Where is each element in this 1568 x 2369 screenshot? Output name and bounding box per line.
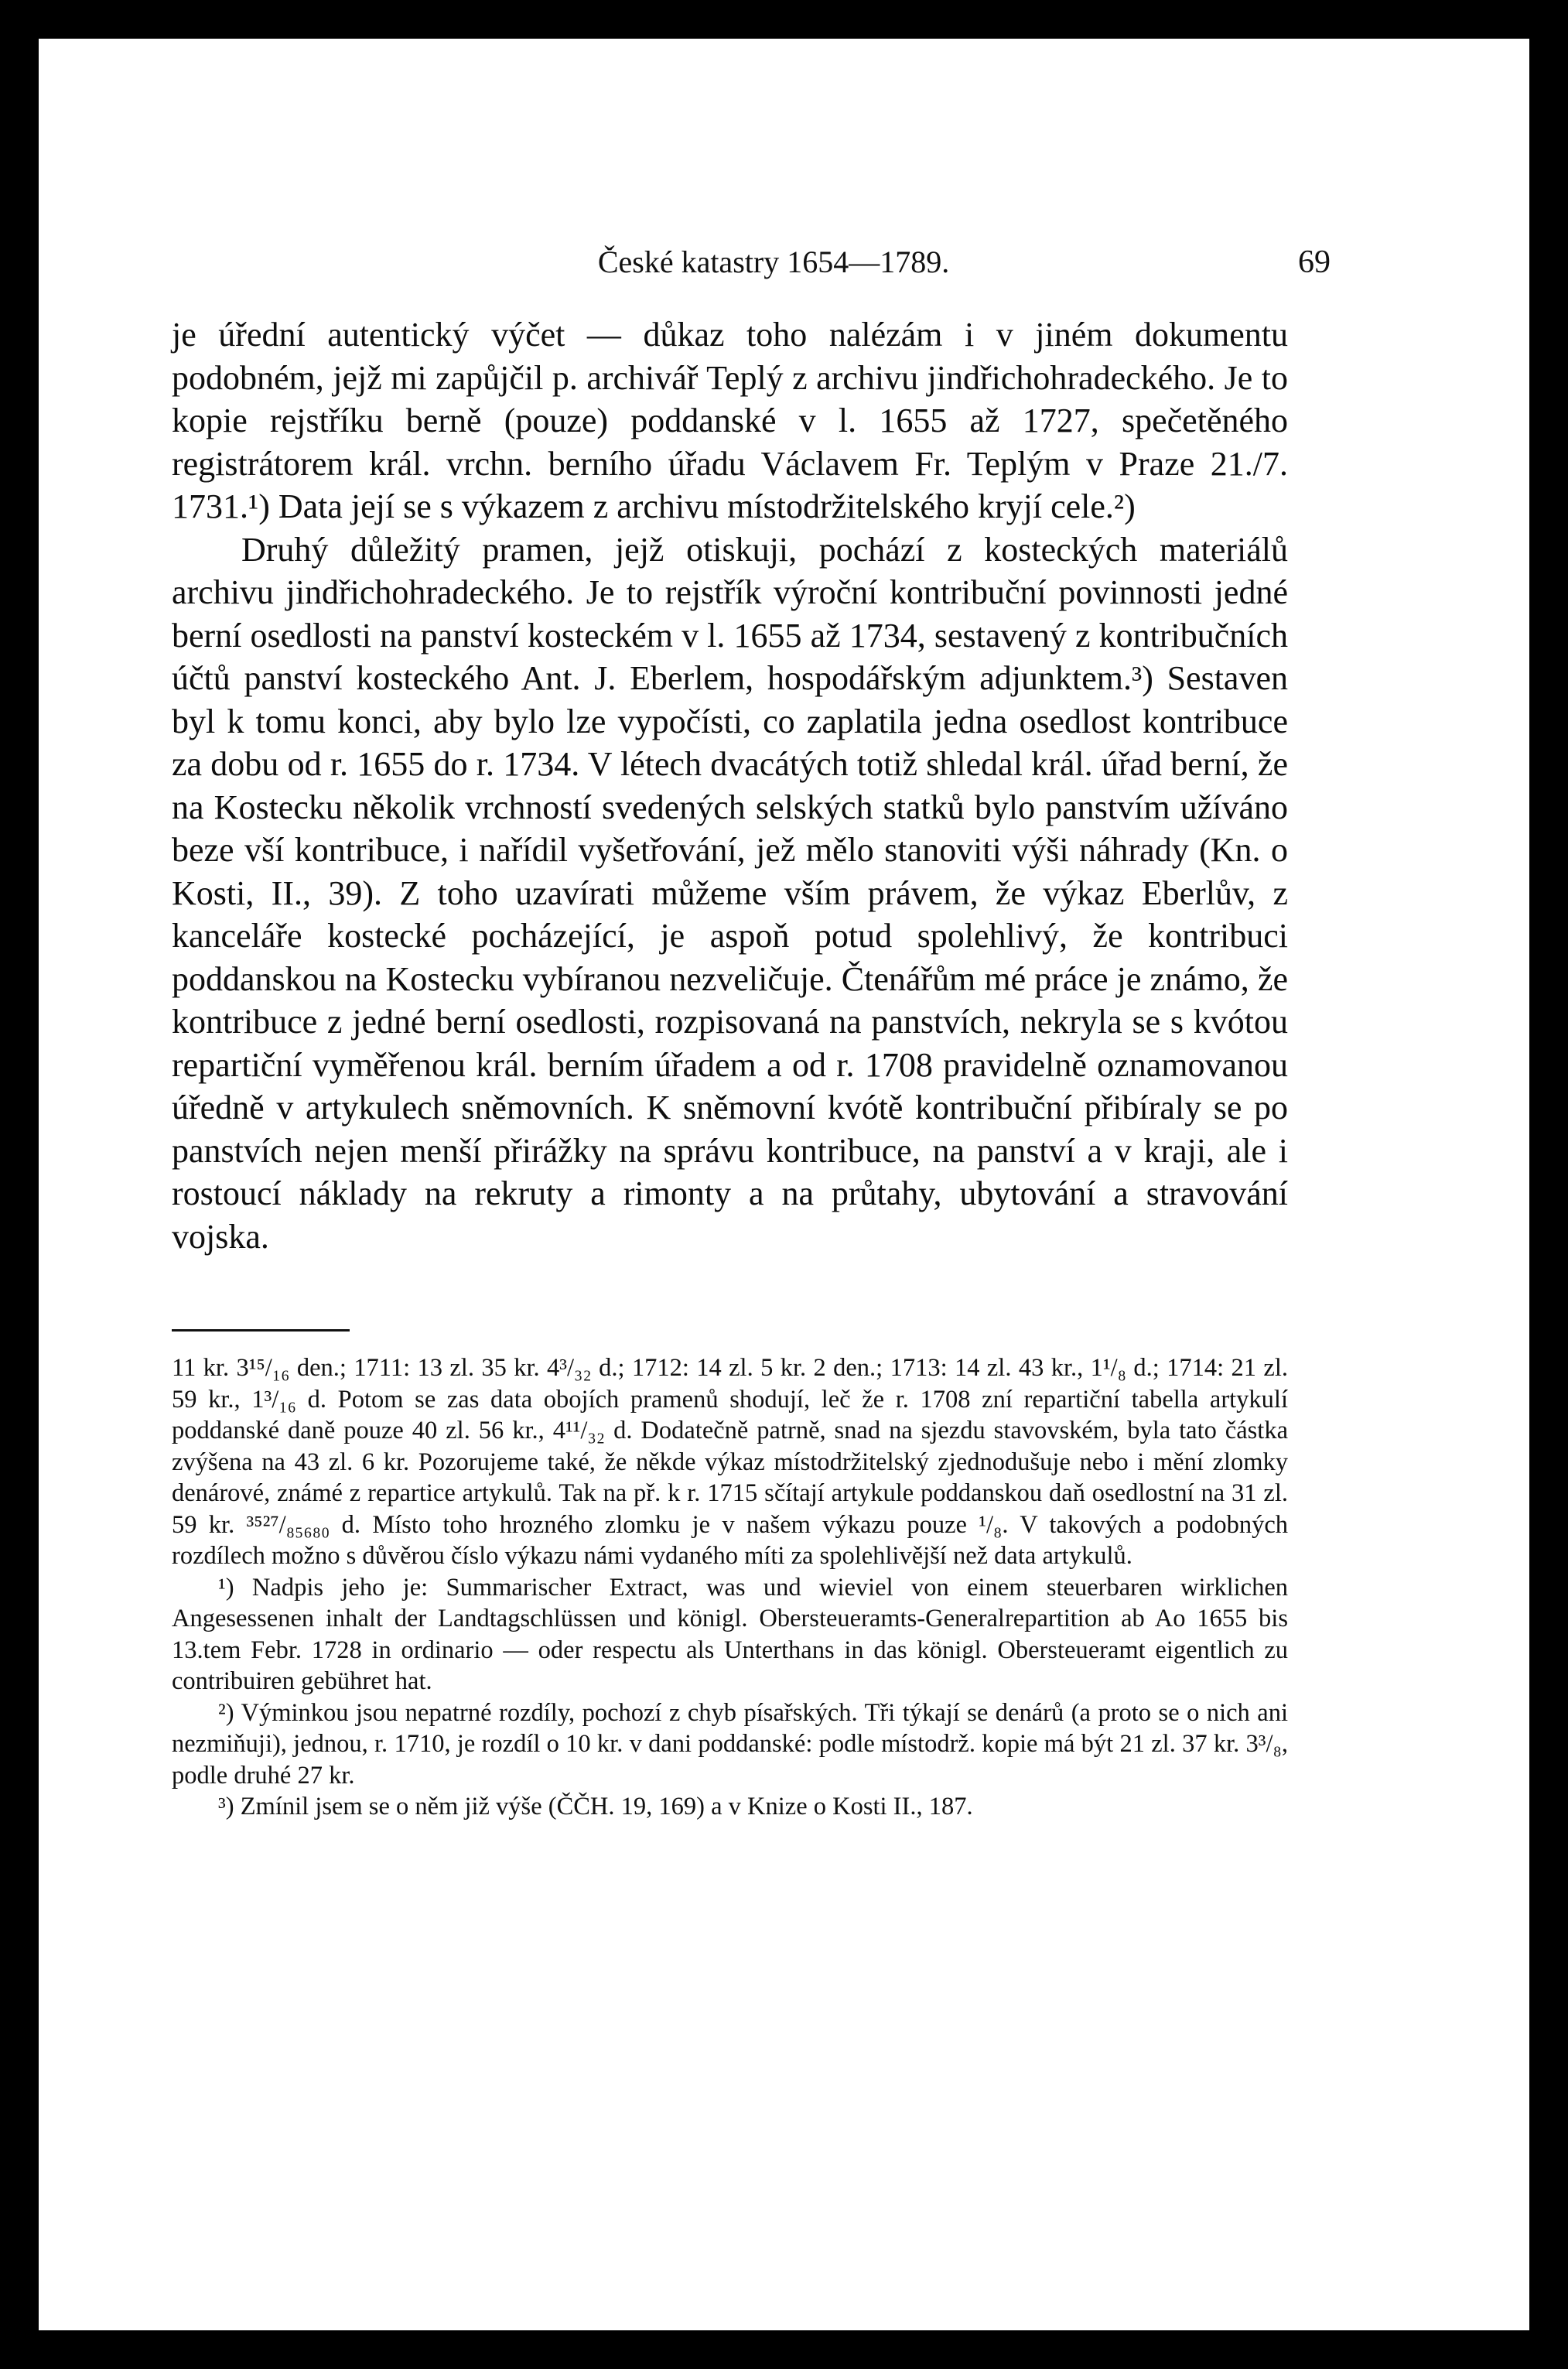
- footnote-1: ¹) Nadpis jeho je: Summarischer Extract, was und wieviel von einem steuerbaren wirklichen Angesessenen inhalt der Landtagschlüssen und königl. Obersteueramts-Generalrepartition ab Ao 1655 bis 13.tem Febr. 1728 in ordinario — oder respectu als Unterthans in das königl. Obersteueramt eigentlich zu contribuiren gebühret hat.: [172, 1573, 1288, 1695]
- running-head: [217, 244, 1331, 290]
- footnotes: [172, 1352, 1288, 1823]
- paragraph: Druhý důležitý pramen, jejž otiskuji, pochází z kosteckých materiálů archivu jindřichohradeckého. Je to rejstřík výroční kontribuční povinnosti jedné berní osedlosti na panství kosteckém v l. 1655 až 1734, sestavený z kontribučních účtů panství kosteckého Ant. J. Eberlem, hospodářským adjunktem.³) Sestaven byl k tomu konci, aby bylo lze vypočísti, co zaplatila jedna osedlost kontribuce za dobu od r. 1655 do r. 1734. V létech dvacátých totiž shledal král. úřad berní, že na Kostecku několik vrchností svedených selských statků bylo panstvím užíváno beze vší kontribuce, i nařídil vyšetřování, jež mělo stanoviti výši náhrady (Kn. o Kosti, II., 39). Z toho uzavírati můžeme vším právem, že výkaz Eberlův, z kanceláře kostecké pocházející, je aspoň potud spolehlivý, že kontribuci poddanskou na Kostecku vybíranou nezveličuje. Čtenářům mé práce je známo, že kontribuce z jedné berní osedlosti, rozpisovaná na panstvích, nekryla se s kvótou repartiční vyměřenou král. berním úřadem a od r. 1708 pravidelně oznamovanou úředně v artykulech sněmovních. K sněmovní kvótě kontribuční přibíraly se po panstvích nejen menší přirážky na správu kontribuce, na panství a v kraji, ale i rostoucí náklady na rekruty a rimonty a na průtahy, ubytování a stravování vojska.: [172, 530, 1288, 1256]
- main-text: [172, 313, 1288, 1258]
- running-title: České katastry 1654—1789.: [597, 244, 950, 279]
- footnote-2: ²) Výminkou jsou nepatrné rozdíly, pochozí z chyb písařských. Tři týkají se denárů (a proto se o nich ani nezmiňuji), jednou, r. 1710, je rozdíl o 10 kr. v dani poddanské: podle místodrž. kopie má být 21 zl. 37 kr. 3³/₈, podle druhé 27 kr.: [172, 1698, 1288, 1790]
- book-page: [39, 39, 1529, 2330]
- paragraph: je úřední autentický výčet — důkaz toho nalézám i v jiném dokumentu podobném, jejž mi zapůjčil p. archivář Teplý z archivu jindřichohradeckého. Je to kopie rejstříku berně (pouze) poddanské v l. 1655 až 1727, spečetěného registrátorem král. vrchn. berního úřadu Václavem Fr. Teplým v Praze 21./7. 1731.¹) Data její se s výkazem z archivu místodržitelského kryjí cele.²): [172, 316, 1288, 525]
- page-number: 69: [1298, 244, 1331, 280]
- footnote-continuation: 11 kr. 3¹⁵/₁₆ den.; 1711: 13 zl. 35 kr. 4³/₃₂ d.; 1712: 14 zl. 5 kr. 2 den.; 1713: 14 zl. 43 kr., 1¹/₈ d.; 1714: 21 zl. 59 kr., 1³/₁₆ d. Potom se zas data obojích pramenů shodují, leč že r. 1708 zní repartiční tabella artykulí poddanské daně pouze 40 zl. 56 kr., 4¹¹/₃₂ d. Dodatečně patrně, snad na sjezdu stavovském, byla tato částka zvýšena na 43 zl. 6 kr. Pozorujeme také, že někde výkaz místodržitelský zjednodušuje nebo i mění zlomky denárové, známé z repartice artykulů. Tak na př. k r. 1715 sčítají artykule poddanskou daň osedlostní na 31 zl. 59 kr. ³⁵²⁷/₈₅₆₈₀ d. Místo toho hrozného zlomku je v našem výkazu pouze ¹/₈. V takových a podobných rozdílech možno s důvěrou číslo výkazu námi vydaného míti za spolehlivější než data artykulů.: [172, 1354, 1288, 1570]
- footnote-3: ³) Zmínil jsem se o něm již výše (ČČH. 19, 169) a v Knize o Kosti II., 187.: [218, 1793, 973, 1820]
- footnote-divider: [172, 1329, 350, 1331]
